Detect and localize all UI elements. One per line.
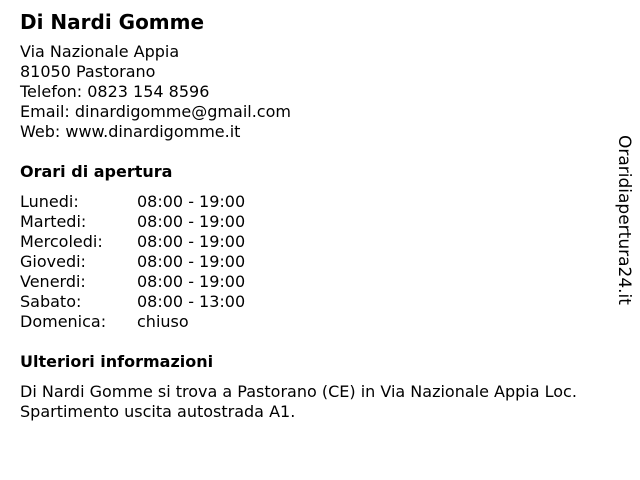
hours-row [20, 292, 245, 312]
hours-time: 08:00 - 19:00 [137, 212, 246, 231]
hours-day: Giovedi: [20, 252, 86, 271]
address-street: Via Nazionale Appia [20, 42, 180, 61]
hours-row [20, 272, 245, 292]
hours-row [20, 312, 245, 332]
hours-day: Lunedi: [20, 192, 79, 211]
hours-time: 08:00 - 13:00 [137, 292, 246, 311]
hours-row [20, 192, 245, 212]
hours-day: Martedi: [20, 212, 87, 231]
hours-heading: Orari di apertura [20, 162, 173, 181]
business-card [20, 10, 620, 422]
hours-row [20, 232, 245, 252]
hours-day: Mercoledi: [20, 232, 103, 251]
email-line: Email: dinardigomme@gmail.com [20, 102, 291, 121]
hours-time: 08:00 - 19:00 [137, 192, 246, 211]
info-description: Di Nardi Gomme si trova a Pastorano (CE) in Via Nazionale Appia Loc. Spartimento uscita autostrada A1. [20, 382, 577, 421]
hours-row [20, 252, 245, 272]
hours-time: 08:00 - 19:00 [137, 272, 246, 291]
hours-day: Domenica: [20, 312, 107, 331]
business-name: Di Nardi Gomme [20, 10, 205, 34]
hours-day: Sabato: [20, 292, 82, 311]
hours-time: 08:00 - 19:00 [137, 232, 246, 251]
hours-time: 08:00 - 19:00 [137, 252, 246, 271]
web-line: Web: www.dinardigomme.it [20, 122, 241, 141]
site-watermark: Oraridiapertura24.it [614, 135, 634, 305]
hours-table [20, 192, 245, 332]
hours-time: chiuso [137, 312, 189, 331]
address-city: 81050 Pastorano [20, 62, 156, 81]
phone-line: Telefon: 0823 154 8596 [20, 82, 210, 101]
hours-row [20, 212, 245, 232]
info-heading: Ulteriori informazioni [20, 352, 214, 371]
hours-day: Venerdi: [20, 272, 86, 291]
